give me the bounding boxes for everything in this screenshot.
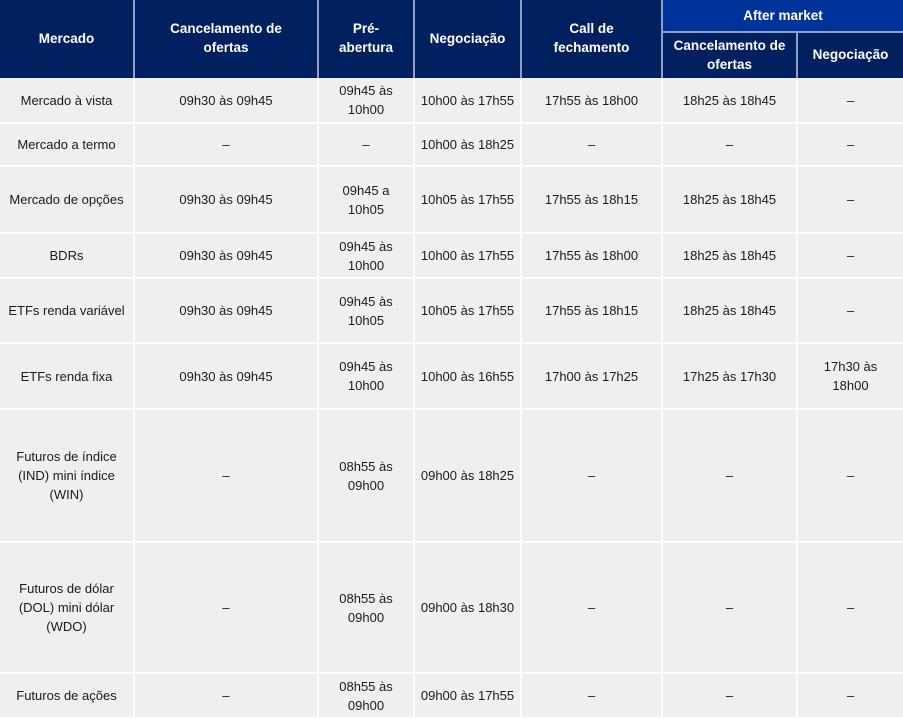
- cell-call-fechamento: 17h55 às 18h00: [521, 233, 662, 278]
- cell-cancelamento: –: [134, 673, 318, 718]
- header-mercado: Mercado: [0, 0, 134, 77]
- table-row: [0, 166, 903, 233]
- cell-negociacao: 09h00 às 18h25: [414, 409, 521, 542]
- cell-cancelamento: –: [134, 542, 318, 673]
- cell-negociacao: 10h00 às 18h25: [414, 123, 521, 166]
- cell-pre-abertura: –: [318, 123, 414, 166]
- cell-cancelamento: 09h30 às 09h45: [134, 343, 318, 409]
- cell-call-fechamento: –: [521, 409, 662, 542]
- cell-cancelamento: –: [134, 409, 318, 542]
- cell-mercado: Mercado de opções: [0, 166, 134, 233]
- cell-after-cancelamento: 18h25 às 18h45: [662, 278, 797, 343]
- cell-call-fechamento: 17h55 às 18h00: [521, 77, 662, 123]
- cell-after-cancelamento: 18h25 às 18h45: [662, 77, 797, 123]
- header-call-fechamento: Call de fechamento: [521, 0, 662, 77]
- table-row: [0, 233, 903, 278]
- cell-pre-abertura: 08h55 às 09h00: [318, 542, 414, 673]
- cell-after-cancelamento: –: [662, 542, 797, 673]
- table-body: [0, 77, 903, 718]
- table-row: [0, 77, 903, 123]
- header-negociacao: Negociação: [414, 0, 521, 77]
- cell-call-fechamento: 17h55 às 18h15: [521, 166, 662, 233]
- cell-pre-abertura: 09h45 às 10h00: [318, 343, 414, 409]
- cell-after-cancelamento: 18h25 às 18h45: [662, 166, 797, 233]
- table-row: [0, 343, 903, 409]
- cell-negociacao: 09h00 às 17h55: [414, 673, 521, 718]
- table-header: [0, 0, 903, 77]
- cell-after-cancelamento: –: [662, 673, 797, 718]
- cell-after-cancelamento: –: [662, 123, 797, 166]
- cell-call-fechamento: 17h55 às 18h15: [521, 278, 662, 343]
- cell-negociacao: 10h00 às 17h55: [414, 233, 521, 278]
- cell-pre-abertura: 08h55 às 09h00: [318, 673, 414, 718]
- cell-after-negociacao: –: [797, 233, 903, 278]
- cell-after-negociacao: –: [797, 542, 903, 673]
- cell-pre-abertura: 09h45 a 10h05: [318, 166, 414, 233]
- cell-after-negociacao: –: [797, 278, 903, 343]
- table-row: [0, 278, 903, 343]
- cell-call-fechamento: –: [521, 123, 662, 166]
- cell-after-negociacao: –: [797, 673, 903, 718]
- cell-mercado: Mercado a termo: [0, 123, 134, 166]
- cell-cancelamento: 09h30 às 09h45: [134, 77, 318, 123]
- cell-call-fechamento: –: [521, 673, 662, 718]
- cell-after-cancelamento: –: [662, 409, 797, 542]
- cell-cancelamento: 09h30 às 09h45: [134, 278, 318, 343]
- cell-call-fechamento: 17h00 às 17h25: [521, 343, 662, 409]
- header-pre-abertura: Pré-abertura: [318, 0, 414, 77]
- cell-mercado: BDRs: [0, 233, 134, 278]
- header-after-market: After market: [662, 0, 903, 32]
- cell-negociacao: 10h00 às 17h55: [414, 77, 521, 123]
- cell-after-cancelamento: 18h25 às 18h45: [662, 233, 797, 278]
- table-row: [0, 123, 903, 166]
- cell-pre-abertura: 09h45 às 10h00: [318, 77, 414, 123]
- header-cancelamento: Cancelamento de ofertas: [134, 0, 318, 77]
- cell-after-negociacao: 17h30 às 18h00: [797, 343, 903, 409]
- cell-mercado: Futuros de dólar (DOL) mini dólar (WDO): [0, 542, 134, 673]
- cell-negociacao: 10h00 às 16h55: [414, 343, 521, 409]
- cell-mercado: Futuros de índice (IND) mini índice (WIN): [0, 409, 134, 542]
- cell-mercado: ETFs renda fixa: [0, 343, 134, 409]
- cell-cancelamento: –: [134, 123, 318, 166]
- cell-after-negociacao: –: [797, 166, 903, 233]
- cell-mercado: Mercado à vista: [0, 77, 134, 123]
- cell-pre-abertura: 08h55 às 09h00: [318, 409, 414, 542]
- header-after-cancelamento: Cancelamento de ofertas: [662, 32, 797, 77]
- table-row: [0, 673, 903, 718]
- cell-negociacao: 10h05 às 17h55: [414, 278, 521, 343]
- cell-cancelamento: 09h30 às 09h45: [134, 166, 318, 233]
- cell-pre-abertura: 09h45 às 10h00: [318, 233, 414, 278]
- cell-call-fechamento: –: [521, 542, 662, 673]
- cell-negociacao: 10h05 às 17h55: [414, 166, 521, 233]
- header-after-negociacao: Negociação: [797, 32, 903, 77]
- table-row: [0, 542, 903, 673]
- cell-after-negociacao: –: [797, 123, 903, 166]
- cell-after-negociacao: –: [797, 409, 903, 542]
- cell-after-cancelamento: 17h25 às 17h30: [662, 343, 797, 409]
- table-row: [0, 409, 903, 542]
- cell-mercado: ETFs renda variável: [0, 278, 134, 343]
- cell-after-negociacao: –: [797, 77, 903, 123]
- cell-pre-abertura: 09h45 às 10h05: [318, 278, 414, 343]
- cell-negociacao: 09h00 às 18h30: [414, 542, 521, 673]
- cell-mercado: Futuros de ações: [0, 673, 134, 718]
- cell-cancelamento: 09h30 às 09h45: [134, 233, 318, 278]
